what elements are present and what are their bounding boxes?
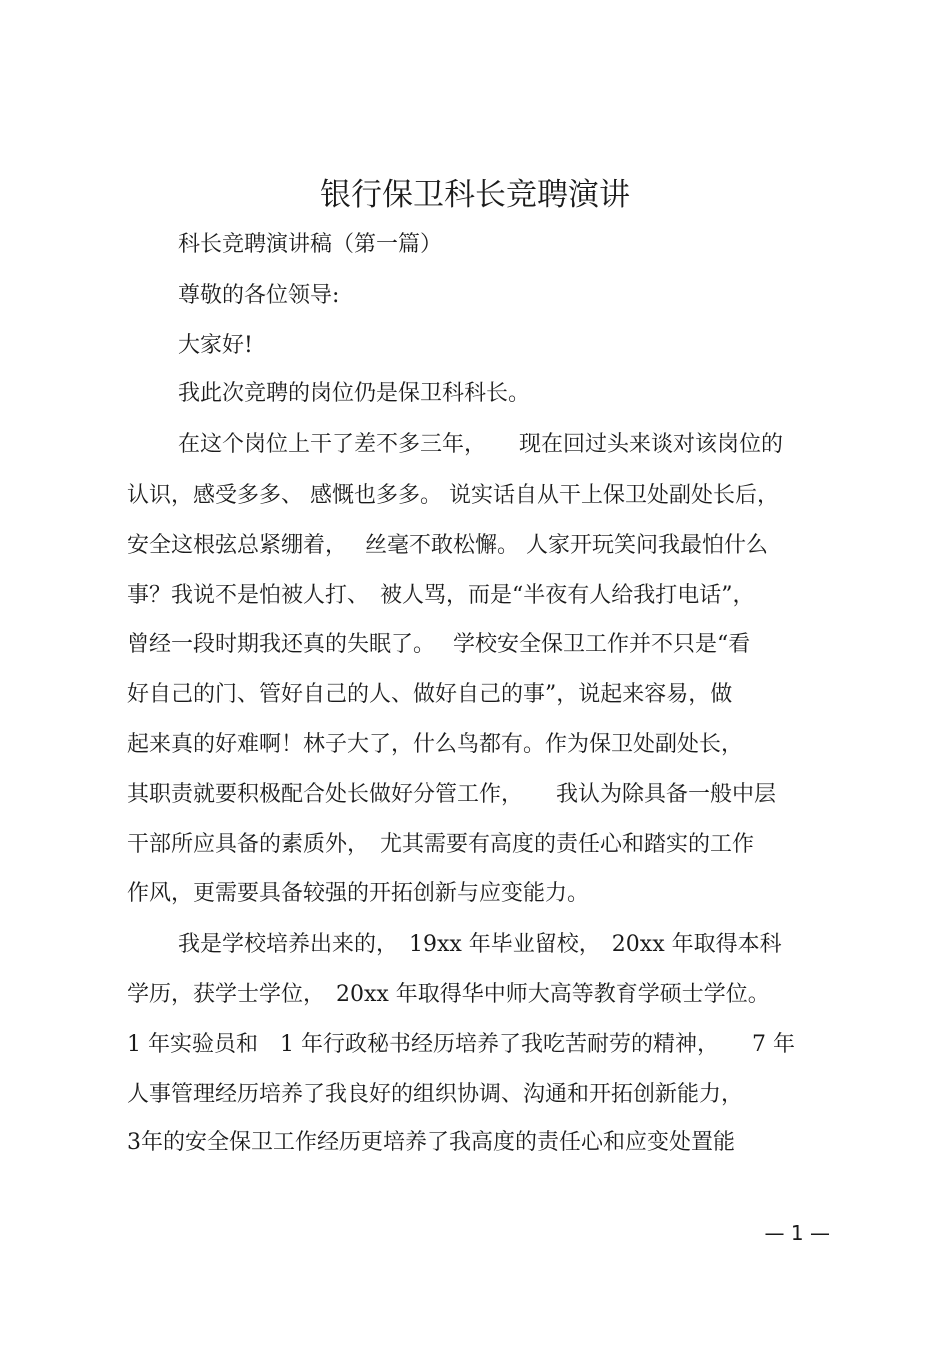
paragraph-line: 在这个岗位上干了差不多三年， 现在回过头来谈对该岗位的 xyxy=(178,432,784,457)
paragraph-line: 3年的安全保卫工作经历更培养了我高度的责任心和应变处置能 xyxy=(127,1130,735,1155)
paragraph-line: 其职责就要积极配合处长做好分管工作， 我认为除具备一般中层 xyxy=(127,782,777,807)
page-number: — 1 — xyxy=(764,1221,830,1245)
document-title: 银行保卫科长竞聘演讲 xyxy=(320,177,630,213)
paragraph-line: 好自己的门、管好自己的人、做好自己的事”，说起来容易，做 xyxy=(127,682,733,707)
paragraph-line: 曾经一段时期我还真的失眠了。 学校安全保卫工作并不只是“看 xyxy=(127,632,751,657)
paragraph-line: 我此次竞聘的岗位仍是保卫科科长。 xyxy=(178,381,531,406)
paragraph-line: 学历，获学士学位， 20xx 年取得华中师大高等教育学硕士学位。 xyxy=(127,982,770,1007)
paragraph-line: 作风，更需要具备较强的开拓创新与应变能力。 xyxy=(127,881,590,906)
paragraph-line: 事？我说不是怕被人打、 被人骂，而是“半夜有人给我打电话”， xyxy=(127,583,755,608)
salutation-line: 尊敬的各位领导: xyxy=(178,283,340,308)
paragraph-line: 认识，感受多多、 感慨也多多。 说实话自从干上保卫处副处长后， xyxy=(127,483,779,508)
paragraph-line: 起来真的好难啊！林子大了，什么鸟都有。作为保卫处副处长， xyxy=(127,732,744,757)
paragraph-line: 人事管理经历培养了我良好的组织协调、沟通和开拓创新能力， xyxy=(127,1082,744,1107)
paragraph-line: 安全这根弦总紧绷着， 丝毫不敢松懈。 人家开玩笑问我最怕什么 xyxy=(127,533,768,558)
paragraph-line: 我是学校培养出来的， 19xx 年毕业留校， 20xx 年取得本科 xyxy=(178,932,782,957)
subtitle-line: 科长竞聘演讲稿（第一篇） xyxy=(178,232,443,257)
paragraph-line: 干部所应具备的素质外， 尤其需要有高度的责任心和踏实的工作 xyxy=(127,832,755,857)
greeting-line: 大家好! xyxy=(178,333,253,358)
paragraph-line: 1 年实验员和 1 年行政秘书经历培养了我吃苦耐劳的精神， 7 年 xyxy=(127,1032,795,1057)
